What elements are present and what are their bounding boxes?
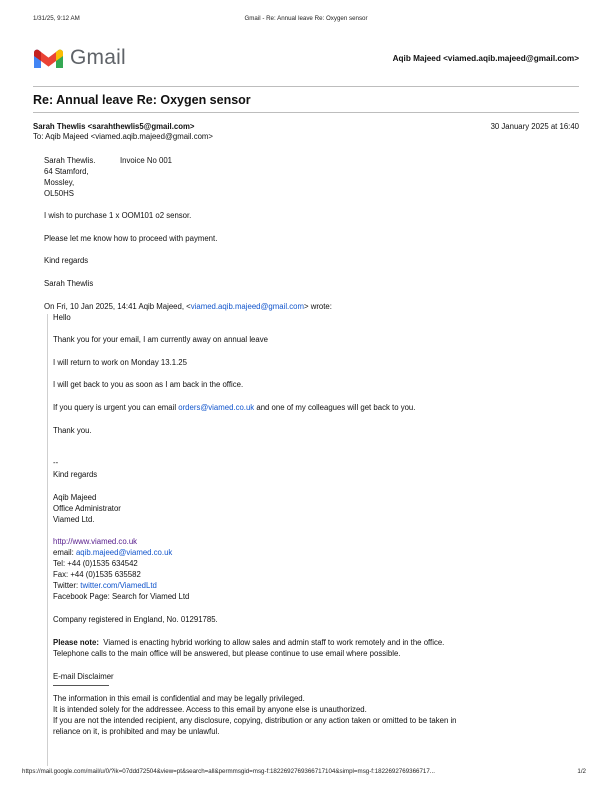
gmail-m-icon [33, 47, 64, 70]
disclaimer-line: It is intended solely for the addressee. Access to this email by anyone else is unauthorized. [53, 705, 367, 714]
signature-title: Office Administrator [53, 504, 121, 513]
signature-facebook: Facebook Page: Search for Viamed Ltd [53, 592, 190, 601]
subject-divider [33, 112, 579, 113]
twitter-label: Twitter: [53, 581, 81, 590]
quote-attribution [44, 302, 332, 312]
print-url: https://mail.google.com/mail/u/0/?ik=07ddd72504&view=pt&search=all&permmsgid=msg-f:1822692769366717104&simpl=msg-f:1822692769366717... [22, 768, 435, 775]
quote-attribution-email-link[interactable]: viamed.aqib.majeed@gmail.com [190, 302, 304, 311]
recipient: To: Aqib Majeed <viamed.aqib.majeed@gmail.com> [33, 132, 213, 141]
email-label: email: [53, 548, 76, 557]
body-paragraph: Kind regards [44, 256, 89, 265]
quoted-line: I will get back to you as soon as I am back in the office. [53, 380, 244, 389]
header-divider [33, 86, 579, 87]
signature-fax: Fax: +44 (0)1535 635582 [53, 570, 141, 579]
print-timestamp: 1/31/25, 9:12 AM [33, 15, 80, 22]
quote-attribution-prefix: On Fri, 10 Jan 2025, 14:41 Aqib Majeed, < [44, 302, 191, 311]
urgent-suffix: and one of my colleagues will get back to you. [254, 403, 416, 412]
address-line: Mossley, [44, 178, 75, 187]
signature-dashes: -- [53, 458, 59, 467]
message-date: 30 January 2025 at 16:40 [490, 122, 579, 131]
print-title: Gmail - Re: Annual leave Re: Oxygen sensor [244, 15, 368, 22]
disclaimer-title: E-mail Disclaimer [53, 672, 114, 681]
body-paragraph: Please let me know how to proceed with payment. [44, 234, 218, 243]
signature-email [53, 548, 172, 558]
disclaimer-line: If you are not the intended recipient, any disclosure, copying, distribution or any action taken or omitted to be taken in [53, 716, 457, 725]
quoted-thanks: Thank you. [53, 426, 92, 435]
gmail-logo[interactable] [33, 44, 131, 72]
quoted-urgent-line [53, 403, 415, 413]
thread-subject: Re: Annual leave Re: Oxygen sensor [33, 93, 251, 107]
quoted-line: I will return to work on Monday 13.1.25 [53, 358, 187, 367]
address-line: OL50HS [44, 189, 74, 198]
note-label: Please note: [53, 638, 99, 647]
address-line: Sarah Thewlis. [44, 156, 96, 165]
hybrid-note [53, 638, 444, 648]
note-text: Viamed is enacting hybrid working to allow sales and admin staff to work remotely and in the office. [98, 638, 445, 647]
twitter-link[interactable]: twitter.com/ViamedLtd [80, 581, 157, 590]
account-email: Aqib Majeed <viamed.aqib.majeed@gmail.com> [392, 54, 579, 63]
hybrid-note-line: Telephone calls to the main office will be answered, but please continue to use email where possible. [53, 649, 401, 658]
body-paragraph: I wish to purchase 1 x OOM101 o2 sensor. [44, 211, 192, 220]
quoted-line: Thank you for your email, I am currently away on annual leave [53, 335, 268, 344]
body-paragraph: Sarah Thewlis [44, 279, 94, 288]
invoice-number: Invoice No 001 [120, 156, 173, 165]
quote-bar [47, 314, 48, 766]
gmail-wordmark: Gmail [70, 46, 126, 69]
address-line: 64 Stamford, [44, 167, 89, 176]
signature-company: Viamed Ltd. [53, 515, 95, 524]
disclaimer-separator [53, 685, 109, 686]
quote-attribution-suffix: > wrote: [303, 302, 332, 311]
website-link[interactable]: http://www.viamed.co.uk [53, 537, 138, 546]
signature-email-link[interactable]: aqib.majeed@viamed.co.uk [75, 548, 173, 557]
disclaimer-line: The information in this email is confidential and may be legally privileged. [53, 694, 305, 703]
signature-tel: Tel: +44 (0)1535 634542 [53, 559, 138, 568]
signature-name: Aqib Majeed [53, 493, 97, 502]
orders-email-link[interactable]: orders@viamed.co.uk [178, 403, 255, 412]
company-registration: Company registered in England, No. 01291785. [53, 615, 218, 624]
page-number: 1/2 [577, 768, 586, 775]
disclaimer-line: reliance on it, is prohibited and may be unlawful. [53, 727, 220, 736]
sender: Sarah Thewlis <sarahthewlis5@gmail.com> [33, 122, 195, 131]
signature-twitter [53, 581, 157, 591]
urgent-prefix: If you query is urgent you can email [53, 403, 179, 412]
quoted-greeting: Hello [53, 313, 71, 322]
signature-kind-regards: Kind regards [53, 470, 98, 479]
